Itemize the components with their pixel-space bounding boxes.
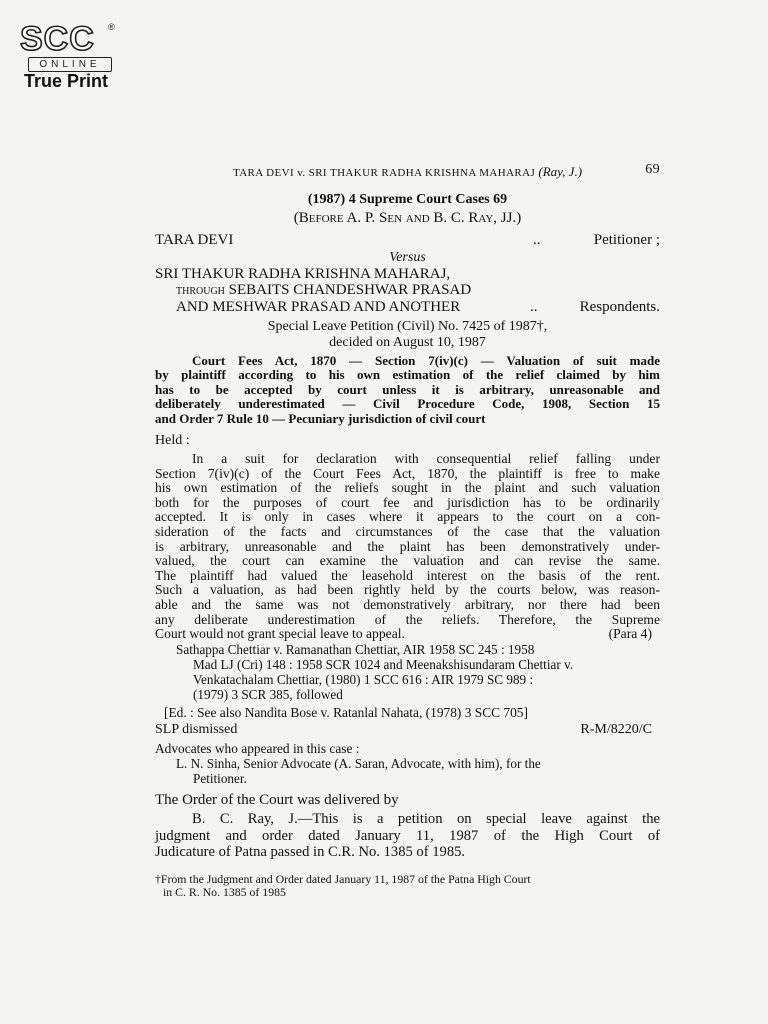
advocate-line: Petitioner. (193, 771, 247, 786)
cited-line: (1979) 3 SCR 385, followed (193, 687, 343, 702)
footnote-line: in C. R. No. 1385 of 1985 (163, 884, 286, 899)
cited-line: Mad LJ (Cri) 148 : 1958 SCR 1024 and Meenakshisundaram Chettiar v. (193, 657, 574, 672)
file-reference: R-M/8220/C (580, 722, 652, 737)
order-line: Judicature of Patna passed in C.R. No. 1385 of 1985. (155, 844, 466, 861)
editor-note: [Ed. : See also Nandita Bose v. Ratanlal Nahata, (1978) 3 SCC 705] (164, 705, 528, 720)
headnote-line: and Order 7 Rule 10 — Pecuniary jurisdiction of civil court (155, 410, 486, 426)
held-line: valued, the court can examine the valuation and can revise the same. (155, 553, 660, 569)
held-line: any deliberate underestimation of the reliefs. Therefore, the Supreme (155, 611, 660, 627)
cited-cases (176, 642, 660, 702)
petitioner-name: TARA DEVI (155, 232, 234, 248)
result: SLP dismissed (155, 722, 238, 737)
order-intro: The Order of the Court was delivered by (155, 792, 399, 808)
headnote-line: by plaintiff according to his own estimation of the relief claimed by him (155, 367, 660, 383)
advocates (176, 756, 660, 786)
cited-line: Venkatachalam Chettiar, (1980) 1 SCC 616 : AIR 1979 SC 989 : (193, 672, 534, 687)
held-line: able and the same was not demonstratively arbitrary, nor there had been (155, 596, 660, 612)
order-paragraph (155, 811, 660, 861)
held-line: his own estimation of the reliefs sought in the plaint and such valuation (155, 480, 660, 496)
held-last-text: Court would not grant special leave to appeal. (155, 626, 405, 642)
logo-tagline: True Print (24, 71, 109, 91)
running-header (155, 164, 660, 180)
running-header-judge: (Ray, J.) (538, 164, 583, 179)
advocates-label: Advocates who appeared in this case : (155, 741, 360, 756)
held-line: The plaintiff had valued the leasehold interest on the basis of the rent. (155, 567, 660, 583)
respondent-role: Respondents. (579, 299, 660, 315)
petitioner-role: Petitioner ; (593, 232, 660, 248)
held-line (155, 627, 660, 642)
respondent-line-3 (176, 299, 660, 316)
headnote (155, 354, 660, 426)
petitioner-line (155, 232, 660, 249)
held-label: Held : (155, 433, 190, 448)
versus: Versus (389, 250, 426, 265)
held-line: In a suit for declaration with consequential relief falling under (192, 451, 660, 466)
respondent-sebaits: SEBAITS CHANDESHWAR PRASAD (228, 282, 472, 298)
logo-registered-mark: ® (108, 22, 115, 32)
respondent-line-1: SRI THAKUR RADHA KRISHNA MAHARAJ, (155, 266, 451, 282)
running-header-parties: TARA DEVI v. SRI THAKUR RADHA KRISHNA MAHARAJ (232, 167, 536, 179)
footnote-line: †From the Judgment and Order dated January 11, 1987 of the Patna High Court (155, 872, 531, 886)
headnote-line: Court Fees Act, 1870 — Section 7(iv)(c) — Valuation of suit made (192, 353, 660, 368)
citation: (1987) 4 Supreme Court Cases 69 (307, 192, 508, 207)
held-line: is arbitrary, unreasonable and the plaint has been demonstratively under- (155, 538, 660, 554)
respondent-meshwar: AND MESHWAR PRASAD AND ANOTHER (176, 299, 461, 315)
held-paragraph (155, 452, 660, 642)
order-line: judgment and order dated January 11, 1987 of the High Court of (155, 827, 660, 844)
bench: (Before A. P. Sen and B. C. Ray, JJ.) (293, 210, 522, 226)
decided-date: decided on August 10, 1987 (329, 335, 486, 350)
respondent-line-2 (176, 282, 681, 299)
cited-line: Sathappa Chettiar v. Ramanathan Chettiar, AIR 1958 SC 245 : 1958 (176, 642, 535, 657)
footnote (155, 873, 660, 898)
result-line (155, 722, 660, 738)
held-line: accepted. It is only in cases where it appears to the court on a con- (155, 509, 660, 525)
headnote-line: has to be accepted by court unless it is arbitrary, unreasonable and (155, 381, 660, 397)
order-line: B. C. Ray, J.—This is a petition on special leave against the (192, 811, 660, 827)
advocate-line: L. N. Sinha, Senior Advocate (A. Saran, Advocate, with him), for the (176, 756, 541, 771)
petition-number: Special Leave Petition (Civil) No. 7425 of 1987†, (267, 319, 548, 334)
held-line: Section 7(iv)(c) of the Court Fees Act, 1870, the plaintiff is free to make (155, 465, 660, 481)
respondent-dots: .. (530, 299, 538, 315)
logo-brand: SCC (20, 20, 95, 58)
para-reference: (Para 4) (608, 626, 652, 642)
petitioner-dots: .. (533, 232, 541, 248)
logo-online: ONLINE (28, 57, 112, 72)
respondent-through: THROUGH (176, 286, 225, 297)
held-line: both for the purposes of court fee and jurisdiction has to be ordinarily (155, 494, 660, 510)
scc-online-logo (20, 22, 120, 92)
held-line: sideration of the facts and circumstances of the case that the valuation (155, 523, 660, 539)
page-number: 69 (645, 162, 660, 177)
held-line: Such a valuation, as had been rightly held by the courts below, was reason- (155, 582, 660, 598)
headnote-line: deliberately underestimated — Civil Procedure Code, 1908, Section 15 (155, 396, 660, 412)
